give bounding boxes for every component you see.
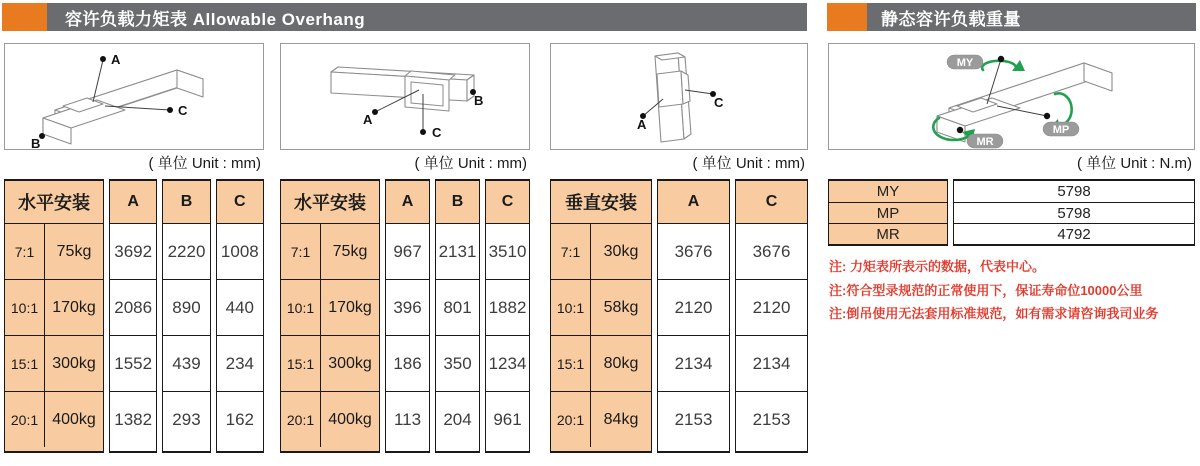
label-c: C	[714, 95, 724, 110]
ratio-cell: 20:1	[281, 392, 321, 447]
side-rail-drawing	[281, 44, 529, 149]
moment-label-cell: MP	[829, 202, 947, 223]
label-a: A	[363, 112, 373, 127]
diagram-vertical-rail	[550, 43, 808, 150]
column-header: B	[436, 181, 479, 223]
orange-accent-block	[2, 3, 47, 31]
footnotes	[829, 255, 1196, 326]
value-cell: 396	[386, 279, 429, 335]
table-row	[5, 279, 103, 335]
unit-label: ( 单位 Unit : mm)	[148, 155, 261, 172]
value-cell: 2153	[658, 391, 729, 447]
moment-values-column	[953, 179, 1195, 246]
unit-label: ( 单位 Unit : mm)	[414, 155, 527, 172]
value-cell: 2134	[736, 335, 807, 391]
ratio-cell: 7:1	[281, 224, 321, 279]
value-cell: 234	[217, 335, 263, 391]
column-header: B	[163, 181, 209, 223]
moment-label-cell: MR	[829, 223, 947, 244]
iso-rail-drawing	[5, 44, 263, 149]
overhang-table-1	[4, 179, 264, 453]
overhang-panel-2	[280, 43, 530, 453]
value-cell: 204	[436, 391, 479, 447]
load-cell: 30kg	[603, 242, 639, 260]
value-cell: 1234	[486, 335, 529, 391]
value-column-c	[485, 179, 530, 453]
value-column-c	[216, 179, 264, 453]
value-column-a	[109, 179, 157, 453]
value-cell: 1552	[110, 335, 156, 391]
diagram-iso-rail	[4, 43, 264, 150]
overhang-panel-3	[550, 43, 808, 453]
table-row	[551, 223, 651, 279]
table-row	[281, 391, 379, 447]
value-column-a	[657, 179, 730, 453]
value-cell: 186	[386, 335, 429, 391]
label-a: A	[111, 52, 121, 67]
value-cell: 890	[163, 279, 209, 335]
value-cell: 350	[436, 335, 479, 391]
value-cell: 2120	[658, 279, 729, 335]
slider-outline	[405, 71, 455, 111]
labels-column	[550, 179, 652, 453]
moment-label-cell: MY	[876, 183, 900, 200]
label-b: B	[474, 93, 484, 108]
moment-rail-drawing	[829, 44, 1194, 149]
note-line: 注:符合型录规范的正常使用下，保证寿命位10000公里	[829, 282, 1143, 298]
ratio-cell: 15:1	[281, 336, 321, 391]
value-cell: 3510	[486, 223, 529, 279]
overhang-panel-1	[4, 43, 264, 453]
slider-outline	[657, 71, 690, 107]
moment-value-cell: 4792	[954, 223, 1194, 244]
table-row	[551, 335, 651, 391]
section-title: 静态容许负载重量	[867, 3, 1196, 31]
value-cell: 2134	[658, 335, 729, 391]
value-cell: 1382	[110, 391, 156, 447]
label-my: MY	[956, 57, 974, 69]
install-header: 垂直安装	[551, 181, 651, 223]
label-b: B	[31, 136, 41, 149]
load-cell: 170kg	[52, 298, 96, 316]
install-header: 水平安装	[281, 181, 379, 223]
load-cell: 75kg	[56, 242, 92, 260]
unit-label: ( 单位 Unit : mm)	[692, 155, 805, 172]
moment-value-cell: 5798	[954, 202, 1194, 223]
value-cell: 440	[217, 279, 263, 335]
value-cell: 967	[386, 223, 429, 279]
value-column-c	[735, 179, 808, 453]
table-row	[281, 223, 379, 279]
rail-outline	[331, 67, 474, 101]
my-rotation-arrow	[982, 56, 1025, 71]
column-header: C	[486, 181, 529, 223]
labels-column	[4, 179, 104, 453]
value-cell: 1008	[217, 223, 263, 279]
ratio-cell: 15:1	[5, 336, 45, 391]
note-line: 注: 力矩表所表示的数据，代表中心。	[829, 259, 1045, 274]
ratio-cell: 10:1	[551, 280, 591, 335]
load-cell: 75kg	[332, 242, 368, 260]
table-row	[5, 335, 103, 391]
diagram-moment-rail	[828, 43, 1195, 150]
my-badge	[947, 55, 983, 69]
value-cell: 113	[386, 391, 429, 447]
value-cell: 2153	[736, 391, 807, 447]
column-header: A	[658, 181, 729, 223]
ratio-cell: 7:1	[551, 224, 591, 279]
ratio-cell: 15:1	[551, 336, 591, 391]
load-cell: 170kg	[328, 298, 372, 316]
ratio-cell: 20:1	[5, 392, 45, 447]
table-row	[551, 391, 651, 447]
note-line: 注:倒吊使用无法套用标准规范，如有需求请咨询我司业务	[829, 306, 1159, 321]
value-column-b	[435, 179, 480, 453]
load-cell: 400kg	[52, 410, 96, 428]
value-cell: 2086	[110, 279, 156, 335]
value-cell: 961	[486, 391, 529, 447]
value-cell: 293	[163, 391, 209, 447]
value-cell: 1882	[486, 279, 529, 335]
value-cell: 3676	[658, 223, 729, 279]
table-row	[5, 223, 103, 279]
value-cell: 439	[163, 335, 209, 391]
value-cell: 2120	[736, 279, 807, 335]
column-header: A	[110, 181, 156, 223]
value-column-a	[385, 179, 430, 453]
labels-column	[280, 179, 380, 453]
value-cell: 801	[436, 279, 479, 335]
vertical-rail-drawing	[551, 44, 807, 149]
load-cell: 58kg	[603, 298, 639, 316]
unit-label: ( 单位 Unit : N.m)	[1077, 155, 1192, 172]
ratio-cell: 20:1	[551, 392, 591, 447]
overhang-table-3	[550, 179, 808, 453]
value-column-b	[162, 179, 210, 453]
column-header: C	[217, 181, 263, 223]
static-load-panel	[828, 43, 1195, 174]
value-cell: 3676	[736, 223, 807, 279]
value-cell: 3692	[110, 223, 156, 279]
load-cell: 84kg	[603, 410, 639, 428]
label-c: C	[432, 125, 442, 140]
section-title: 容许负载力矩表 Allowable Overhang	[47, 3, 807, 31]
ratio-cell: 7:1	[5, 224, 45, 279]
table-row	[551, 279, 651, 335]
moment-value-cell: 5798	[1057, 183, 1091, 200]
column-header: C	[736, 181, 807, 223]
load-cell: 300kg	[328, 354, 372, 372]
value-cell: 162	[217, 391, 263, 447]
value-cell: 2220	[163, 223, 209, 279]
load-cell: 300kg	[52, 354, 96, 372]
install-header: 水平安装	[5, 181, 103, 223]
table-row	[5, 391, 103, 447]
table-row	[281, 335, 379, 391]
load-cell: 400kg	[328, 410, 372, 428]
mr-badge	[967, 134, 1003, 148]
ratio-cell: 10:1	[5, 280, 45, 335]
label-mp: MP	[1052, 124, 1070, 136]
orange-accent-block	[827, 3, 867, 31]
mp-badge	[1043, 122, 1079, 136]
ratio-cell: 10:1	[281, 280, 321, 335]
moment-labels-column	[828, 179, 948, 246]
section-header-overhang	[2, 3, 807, 31]
label-mr: MR	[976, 136, 994, 148]
overhang-table-2	[280, 179, 530, 453]
load-cell: 80kg	[603, 354, 639, 372]
diagram-side-rail	[280, 43, 530, 150]
section-header-static-load	[827, 3, 1196, 31]
table-row	[281, 279, 379, 335]
static-load-table	[828, 179, 1195, 246]
column-header: A	[386, 181, 429, 223]
label-a: A	[637, 117, 647, 132]
value-cell: 2131	[436, 223, 479, 279]
label-c: C	[178, 103, 188, 118]
